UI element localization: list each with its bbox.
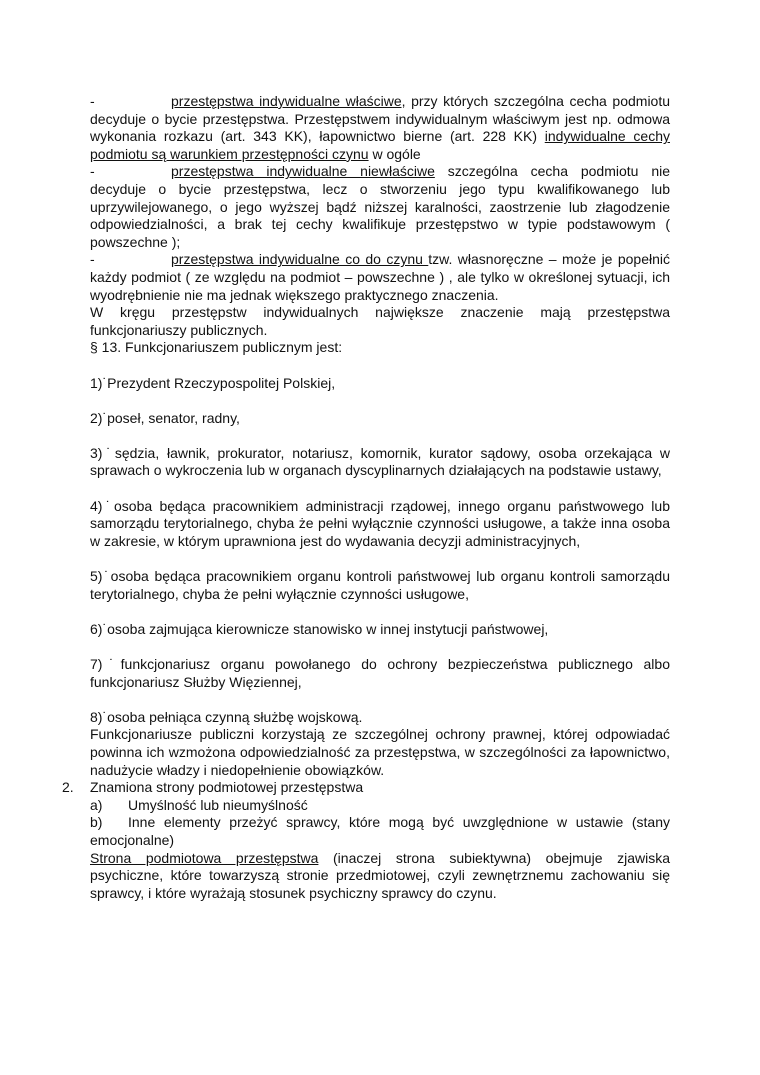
- list-item: 5)˙osoba będąca pracownikiem organu kontroli państwowej lub organu kontroli samorządu terytorialnego, chyba że pełni wyłącznie czynności usługowe,: [90, 568, 670, 602]
- sub-item-text: Umyślność lub nieumyślność: [128, 796, 308, 813]
- section-number: 2.: [62, 779, 74, 796]
- sub-item-label: a): [90, 796, 103, 813]
- term-underlined: przestępstwa indywidualne niewłaściwe: [171, 163, 435, 180]
- document-body: [62, 93, 671, 902]
- underlined-phrase: indywidualne cechy podmiotu są warunkiem przestępności czynu: [90, 128, 670, 162]
- list-item: 4)˙osoba będąca pracownikiem administracji rządowej, innego organu państwowego lub samorządu terytorialnego, chyba że pełni wyłącznie czynności usługowe, a także inna osoba w zakresie, w którym uprawniona jest do wydawania decyzji administracyjnych,: [90, 497, 670, 549]
- paragraph-text: (inaczej strona subiektywna) obejmuje zjawiska psychiczne, które towarzyszą stronie przedmiotowej, czyli zewnętrznemu zachowaniu się sprawcy, i które wyrażają stosunek psychiczny sprawcy do czynu.: [90, 849, 670, 901]
- paragraph-text: szczególna cecha podmiotu nie decyduje o bycie przestępstwa, lecz o stworzeniu jego typu kwalifikowanego lub uprzywilejowanego, o jego wyższej bądź niższej karalności, zaostrzenie lub złagodzenie odpowiedzialności, a brak tej cechy kwalifikuje przestępstwo w typie podstawowym ( powszechne );: [90, 163, 670, 250]
- paragraph-text: przy których szczególna cecha podmiotu decyduje o bycie przestępstwa. Przestępstwem indywidualnym właściwym jest np. odmowa wykonania rozkazu (art. 343 KK), łapownictwo bierne (art. 228 KK): [90, 93, 671, 145]
- list-dash: -: [90, 251, 95, 268]
- section-title: Znamiona strony podmiotowej przestępstwa: [90, 779, 364, 796]
- paragraph-text: w ogóle: [368, 145, 421, 162]
- sub-item-label: b): [90, 814, 103, 831]
- list-item: 3)˙sędzia, ławnik, prokurator, notariusz, komornik, kurator sądowy, osoba orzekająca w sprawach o wykroczenia lub w organach dyscyplinarnych działających na podstawie ustawy,: [90, 444, 670, 479]
- term-underlined: Strona podmiotowa przestępstwa: [90, 849, 319, 866]
- sub-item-a: [90, 797, 670, 815]
- list-item: 1)˙Prezydent Rzeczypospolitej Polskiej,: [90, 374, 336, 391]
- paragraph-co-do-czynu: [90, 251, 670, 304]
- definition-paragraph: [90, 850, 670, 903]
- list-item: 2)˙poseł, senator, radny,: [90, 409, 240, 426]
- list-dash: -: [90, 163, 95, 180]
- list-item: 6)˙osoba zajmująca kierownicze stanowisko w innej instytucji państwowej,: [90, 620, 549, 637]
- sub-item-b: [90, 814, 670, 849]
- sub-item-text: Inne elementy przeżyć sprawcy, które mogą być uwzględnione w ustawie (stany emocjonalne): [90, 814, 670, 848]
- term-underlined: przestępstwa indywidualne właściwe,: [171, 93, 406, 109]
- list-item: 7)˙funkcjonariusz organu powołanego do ochrony bezpieczeństwa publicznego albo funkcjonariusz Służby Więziennej,: [90, 656, 670, 690]
- paragraph-text: Funkcjonariusze publiczni korzystają ze szczególnej ochrony prawnej, której odpowiadać powinna ich wzmożona odpowiedzialność za przestępstwa, w szczególności za łapownictwo, nadużycie władzy i niedopełnienie obowiązków.: [90, 726, 670, 778]
- paragraph-text: § 13. Funkcjonariuszem publicznym jest:: [90, 339, 343, 356]
- term-underlined: przestępstwa indywidualne co do czynu: [171, 251, 429, 268]
- section-2: [62, 779, 670, 797]
- paragraph-indywidualne-wlasciwe: [90, 93, 670, 163]
- paragraph-indywidualne-niewlasciwe: [90, 163, 670, 251]
- paragraph-text: W kręgu przestępstw indywidualnych największe znaczenie mają przestępstwa funkcjonariuszy publicznych.: [90, 304, 670, 338]
- list-dash: -: [90, 93, 95, 109]
- paragraph-text: tzw. własnoręczne – może je popełnić każdy podmiot ( ze względu na podmiot – powszechne ) , ale tylko w określonej sytuacji, ich wyodrębnienie nie ma jednak większego praktycznego znaczenia.: [90, 251, 671, 303]
- list-item: 8)˙osoba pełniąca czynną służbę wojskową.: [90, 708, 363, 725]
